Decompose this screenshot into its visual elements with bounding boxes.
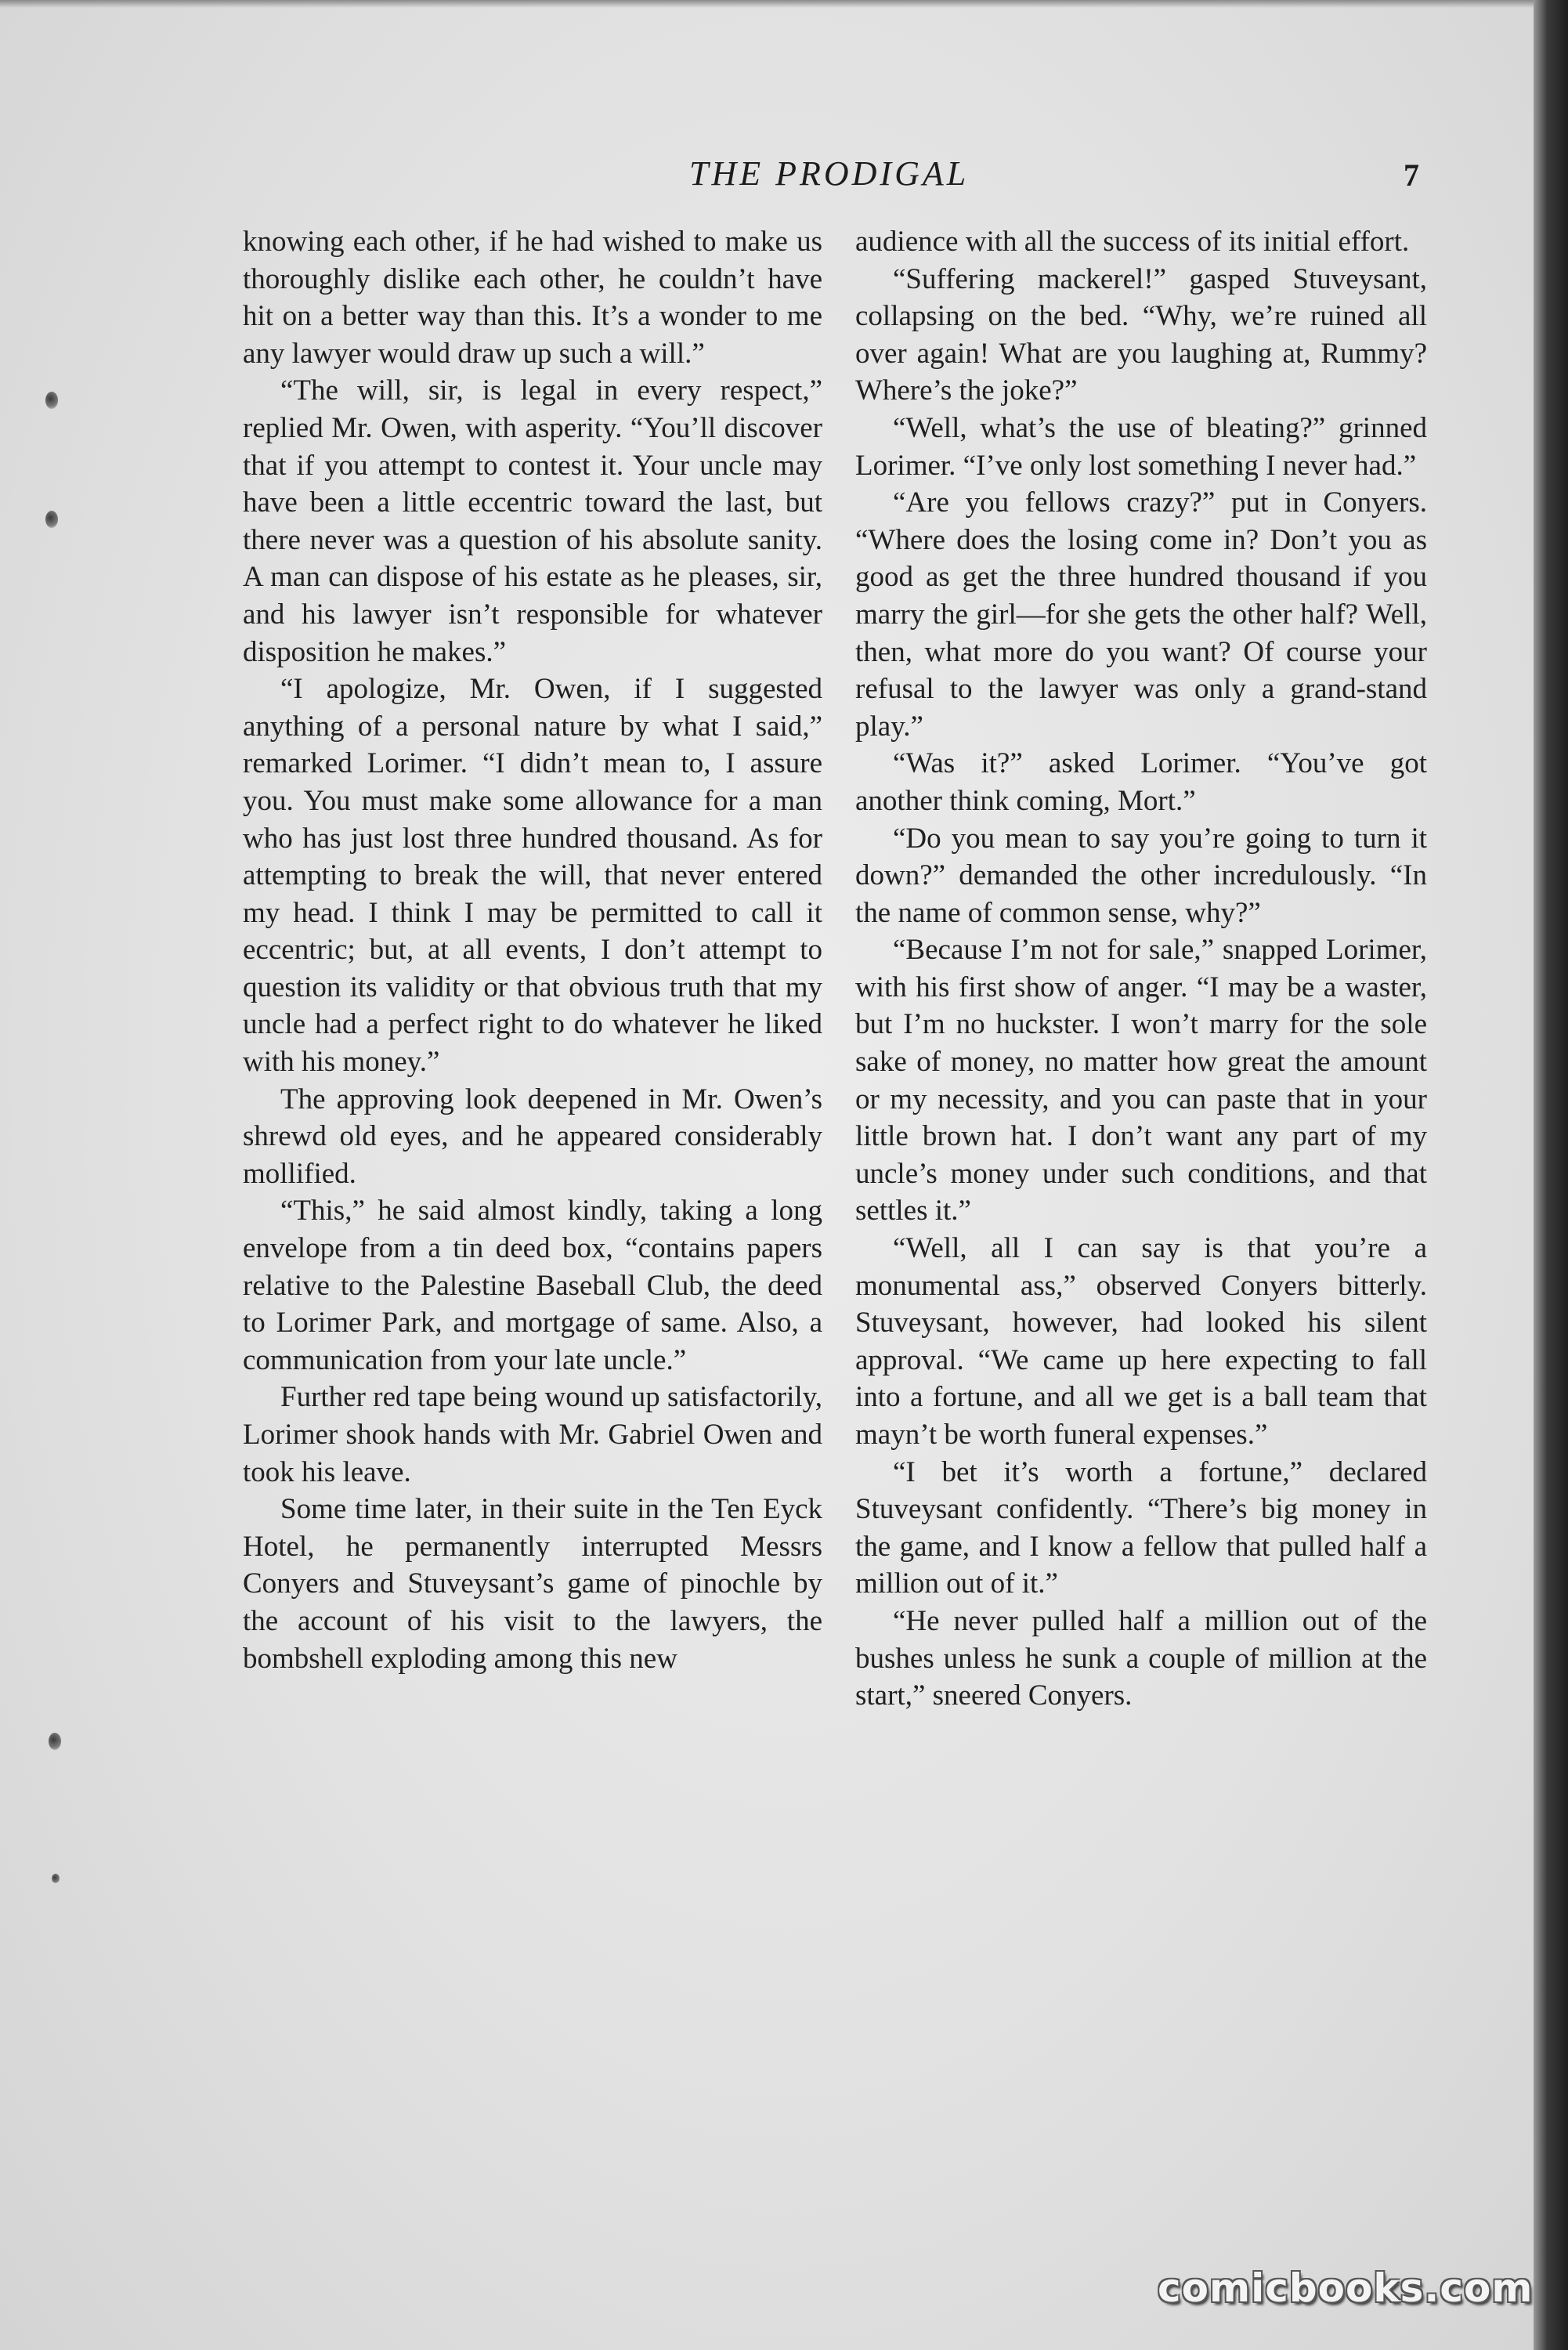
paragraph: Further red tape being wound up satisfactorily, Lorimer shook hands with Mr. Gabriel Owen and took his leave. — [243, 1381, 822, 1488]
binding-hole-icon — [45, 392, 58, 409]
paragraph: “Well, what’s the use of bleating?” grinned Lorimer. “I’ve only lost something I never had.” — [855, 411, 1427, 482]
paragraph: “Are you fellows crazy?” put in Conyers. “Where does the losing come in? Don’t you as good as get the three hundred thousand if you marry the girl—for she gets the other half? Well, then, what more do you want? Of course your refusal to the lawyer was only a grand-stand play.” — [855, 486, 1427, 743]
site-watermark: comicbooks.com — [1158, 2265, 1534, 2311]
binding-hole-icon — [49, 1733, 61, 1750]
paragraph: knowing each other, if he had wished to make us thoroughly dislike each other, he couldn’t have hit on a better way than this. It’s a wonder to me any lawyer would draw up such a will.” — [243, 226, 822, 370]
paragraph: “This,” he said almost kindly, taking a long envelope from a tin deed box, “contains papers relative to the Palestine Baseball Club, the deed to Lorimer Park, and mortgage of same. Also, a communication from your late uncle.” — [243, 1195, 822, 1376]
paragraph: “Do you mean to say you’re going to turn it down?” demanded the other incredulously. “In the name of common sense, why?” — [855, 822, 1427, 929]
paragraph: Some time later, in their suite in the Ten Eyck Hotel, he permanently interrupted Messrs Conyers and Stuveysant’s game of pinochle by the account of his visit to the lawyers, the bombshell exploding among this new — [243, 1493, 822, 1675]
running-header — [0, 154, 1568, 201]
paragraph: The approving look deepened in Mr. Owen’s shrewd old eyes, and he appeared considerably mollified. — [243, 1083, 822, 1190]
paragraph: “Well, all I can say is that you’re a monumental ass,” observed Conyers bitterly. Stuveysant, however, had looked his silent approval. “We came up here expecting to fall into a fortune, and all we get is a ball team that mayn’t be worth funeral expenses.” — [855, 1232, 1427, 1451]
paragraph: “He never pulled half a million out of the bushes unless he sunk a couple of million at the start,” sneered Conyers. — [855, 1604, 1427, 1712]
binding-hole-icon — [52, 1874, 60, 1883]
right-text-column — [855, 223, 1427, 1715]
running-title: THE PRODIGAL — [689, 154, 970, 193]
paragraph: “Suffering mackerel!” gasped Stuveysant, collapsing on the bed. “Why, we’re ruined all over again! What are you laughing at, Rummy? Where’s the joke?” — [855, 262, 1427, 407]
paragraph: “I bet it’s worth a fortune,” declared Stuveysant confidently. “There’s big money in the game, and I know a fellow that pulled half a million out of it.” — [855, 1455, 1427, 1600]
page-binding-edge — [1534, 0, 1568, 2350]
left-text-column — [243, 223, 822, 1677]
paragraph: “I apologize, Mr. Owen, if I suggested anything of a personal nature by what I said,” remarked Lorimer. “I didn’t mean to, I assure you. You must make some allowance for a man who has just lost three hundred thousand. As for attempting to break the will, that never entered my head. I think I may be permitted to call it eccentric; but, at all events, I don’t attempt to question its validity or that obvious truth that my uncle had a perfect right to do whatever he liked with his money.” — [243, 673, 822, 1079]
page-number: 7 — [1404, 157, 1419, 193]
paragraph: “The will, sir, is legal in every respect,” replied Mr. Owen, with asperity. “You’ll discover that if you attempt to contest it. Your uncle may have been a little eccentric toward the last, but there never was a question of his absolute sanity. A man can dispose of his estate as he pleases, sir, and his lawyer isn’t responsible for whatever disposition he makes.” — [243, 374, 822, 668]
binding-hole-icon — [45, 511, 58, 528]
paragraph: audience with all the success of its initial effort. — [855, 226, 1410, 258]
paragraph: “Because I’m not for sale,” snapped Lorimer, with his first show of anger. “I may be a waster, but I’m no huckster. I won’t marry for the sole sake of money, no matter how great the amount or my necessity, and you can paste that in your little brown hat. I don’t want any part of my uncle’s money under such conditions, and that settles it.” — [855, 934, 1427, 1227]
paragraph: “Was it?” asked Lorimer. “You’ve got another think coming, Mort.” — [855, 747, 1427, 817]
page-top-edge — [0, 0, 1568, 8]
